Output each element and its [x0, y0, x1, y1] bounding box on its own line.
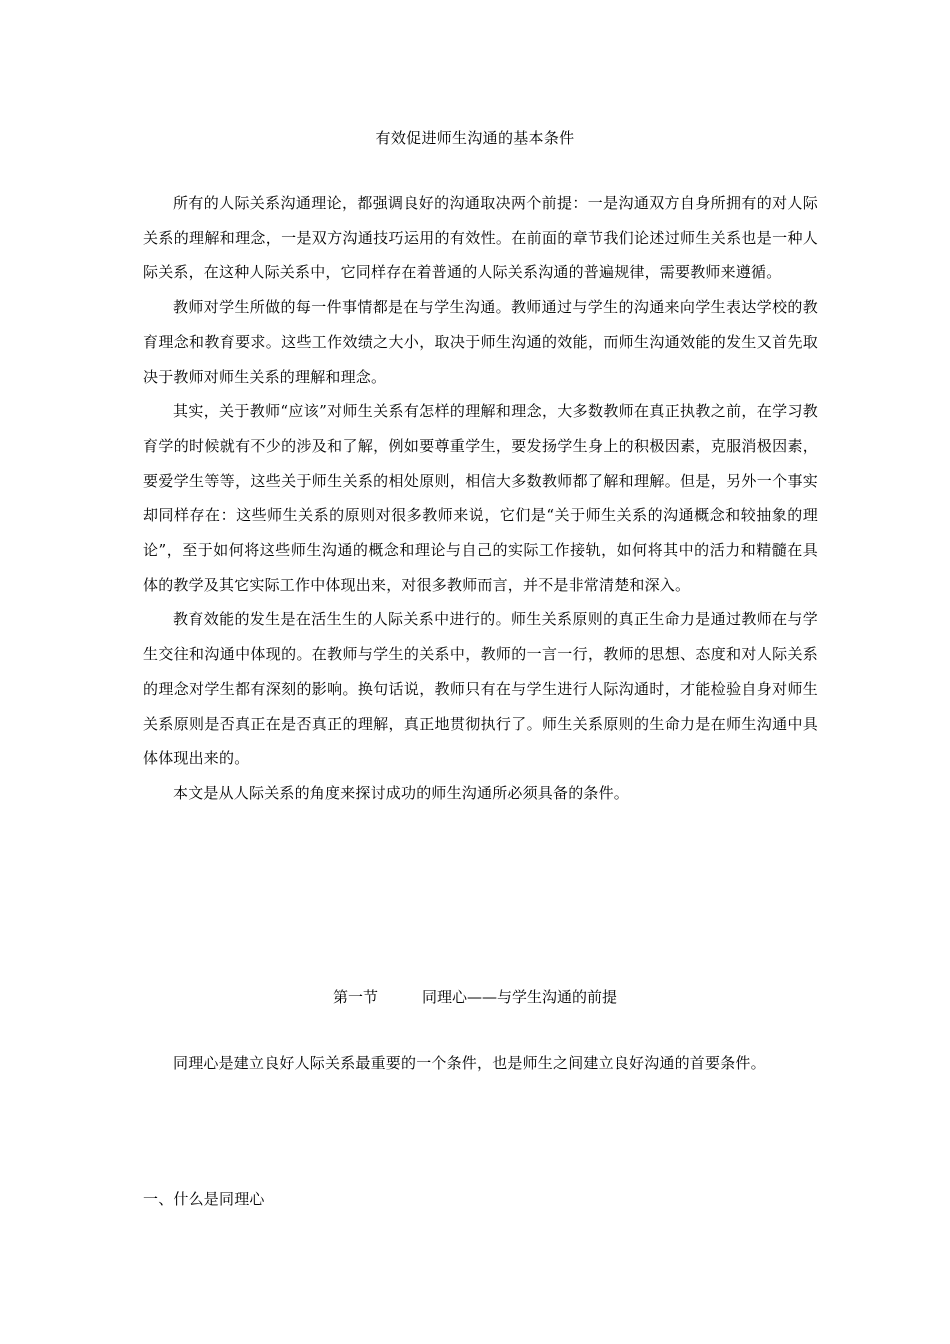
- paragraph: 同理心是建立良好人际关系最重要的一个条件，也是师生之间建立良好沟通的首要条件。: [173, 1054, 766, 1072]
- section-number: 第一节: [332, 988, 378, 1006]
- section-body: [143, 1046, 818, 1081]
- paragraph: 教育效能的发生是在活生生的人际关系中进行的。师生关系原则的真正生命力是通过教师在与学生交往和沟通中体现的。在教师与学生的关系中，教师的一言一行，教师的思想、态度和对人际关系的理念对学生都有深刻的影响。换句话说，教师只有在与学生进行人际沟通时，才能检验自身对师生关系原则是否真正在是否真正的理解，真正地贯彻执行了。师生关系原则的生命力是在师生沟通中具体体现出来的。: [143, 610, 818, 768]
- intro-body: [143, 186, 818, 811]
- paragraph: 本文是从人际关系的角度来探讨成功的师生沟通所必须具备的条件。: [173, 783, 630, 802]
- section-title: 同理心——与学生沟通的前提: [422, 988, 618, 1006]
- subheading: 一、什么是同理心: [143, 1190, 265, 1208]
- paragraph: 其实，关于教师“应该”对师生关系有怎样的理解和理念，大多数教师在真正执教之前，在学习教育学的时候就有不少的涉及和了解，例如要尊重学生，要发扬学生身上的积极因素，克服消极因素，要爱学生等等，这些关于师生关系的相处原则，相信大多数教师都了解和理解。但是，另外一个事实却同样存在：这些师生关系的原则对很多教师来说，它们是“关于师生关系的沟通概念和较抽象的理论”，至于如何将这些师生沟通的概念和理论与自己的实际工作接轨，如何将其中的活力和精髓在具体的教学及其它实际工作中体现出来，对很多教师而言，并不是非常清楚和深入。: [143, 402, 818, 594]
- document-title: 有效促进师生沟通的基本条件: [375, 129, 575, 147]
- section-heading: [0, 986, 950, 1008]
- paragraph: 所有的人际关系沟通理论，都强调良好的沟通取决两个前提：一是沟通双方自身所拥有的对人际关系的理解和理念，一是双方沟通技巧运用的有效性。在前面的章节我们论述过师生关系也是一种人际关系，在这种人际关系中，它同样存在着普通的人际关系沟通的普遍规律，需要教师来遵循。: [143, 194, 818, 282]
- paragraph: 教师对学生所做的每一件事情都是在与学生沟通。教师通过与学生的沟通来向学生表达学校的教育理念和教育要求。这些工作效绩之大小，取决于师生沟通的效能，而师生沟通效能的发生又首先取决于教师对师生关系的理解和理念。: [143, 298, 818, 386]
